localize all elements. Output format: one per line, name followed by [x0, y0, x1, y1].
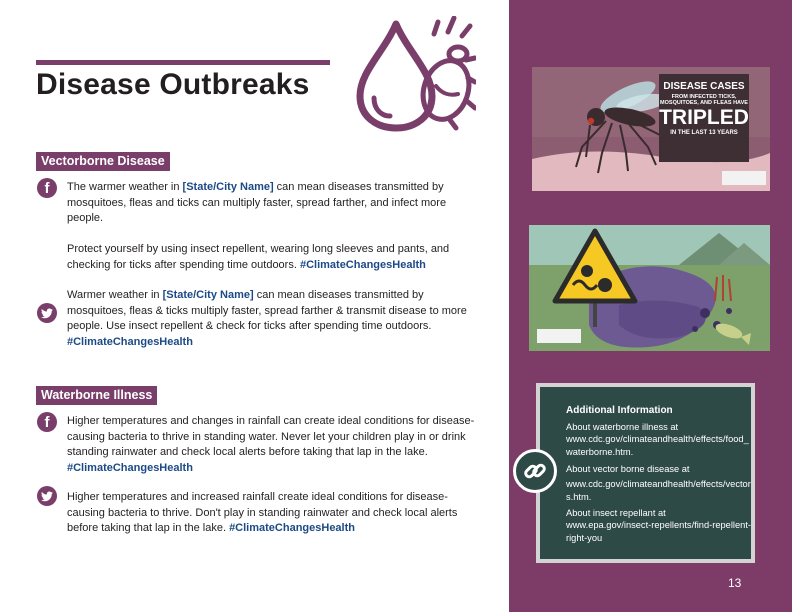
hashtag[interactable]: #ClimateChangesHealth: [299, 258, 426, 271]
vector-facebook-post: [67, 180, 483, 227]
info-item-label: About vector borne disease at: [566, 464, 690, 474]
cdc-logo: [537, 329, 581, 343]
section-label-vectorborne: Vectorborne Disease: [36, 152, 170, 171]
stat-highlight: TRIPLED: [659, 106, 749, 129]
stat-box: [659, 74, 749, 162]
info-item-vector: [566, 463, 752, 503]
mosquito-graphic: [532, 67, 770, 191]
info-item-waterborne: [566, 421, 752, 458]
waterborne-hazard-graphic: [529, 225, 770, 351]
link-waterborne[interactable]: www.cdc.gov/climateandhealth/effects/food_waterborne.htm.: [566, 434, 749, 457]
link-repellant[interactable]: www.epa.gov/insect-repellents/find-repellent-right-you: [566, 520, 751, 543]
title-rule: [36, 60, 330, 65]
facebook-icon[interactable]: f: [37, 412, 57, 432]
post-text: Protect yourself by using insect repellent, wearing long sleeves and pants, and checking for ticks after spending time outdoors.: [67, 243, 450, 271]
stat-line: DISEASE CASES: [663, 81, 745, 92]
post-text: can mean diseases transmitted by mosquitoes, fleas & ticks multiply faster, spread farther & transmit disease to more people. Use insect repellent & check for ticks after spending time outdoors.: [67, 289, 467, 333]
stat-line: FROM INFECTED TICKS,: [671, 94, 737, 100]
post-text: Higher temperatures and changes in rainfall can create ideal conditions for disease-causing bacteria to thrive in standing water. Never let your children play in or drink standing rainwater and check local alerts before taking that lap in the lake.: [67, 415, 475, 459]
section-label-waterborne: Waterborne Illness: [36, 386, 157, 405]
post-text: can mean diseases transmitted by mosquitoes, fleas and ticks can multiply faster, spread farther, and infect more people.: [67, 181, 447, 225]
link-vector[interactable]: www.cdc.gov/climateandhealth/effects/vectors.htm.: [566, 479, 751, 502]
hashtag[interactable]: #ClimateChangesHealth: [67, 461, 193, 474]
water-facebook-post: [67, 414, 483, 476]
water-twitter-post: [67, 490, 483, 537]
post-text: Higher temperatures and increased rainfall create ideal conditions for disease-causing bacteria to thrive. Don't play in standing rainwater and check local alerts before taking that lap in the lake.: [67, 491, 458, 535]
water-drop-tick-icon: [354, 16, 476, 132]
stat-line: IN THE LAST 13 YEARS: [670, 130, 738, 136]
vector-twitter-post: [67, 288, 483, 350]
chain-link-icon: [513, 449, 557, 493]
twitter-icon[interactable]: [37, 486, 57, 506]
info-item-repellant: [566, 507, 752, 544]
cdc-logo: [722, 171, 766, 185]
page-title: Disease Outbreaks: [36, 68, 310, 101]
info-item-label: About insect repellant at: [566, 508, 666, 518]
post-text: Warmer weather in: [67, 289, 163, 301]
hashtag[interactable]: #ClimateChangesHealth: [67, 335, 193, 348]
facebook-icon[interactable]: f: [37, 178, 57, 198]
additional-info-box: [536, 383, 755, 563]
placeholder-city: [State/City Name]: [162, 289, 254, 301]
hashtag[interactable]: #ClimateChangesHealth: [229, 522, 355, 535]
info-item-label: About waterborne illness at: [566, 422, 679, 432]
stat-line: MOSQUITOES, AND FLEAS HAVE: [660, 100, 748, 106]
twitter-icon[interactable]: [37, 303, 57, 323]
info-title: Additional Information: [566, 405, 673, 416]
placeholder-city: [State/City Name]: [182, 181, 274, 193]
page-number: 13: [728, 576, 742, 590]
post-text: The warmer weather in: [67, 181, 183, 193]
vector-facebook-post-2: [67, 242, 483, 273]
